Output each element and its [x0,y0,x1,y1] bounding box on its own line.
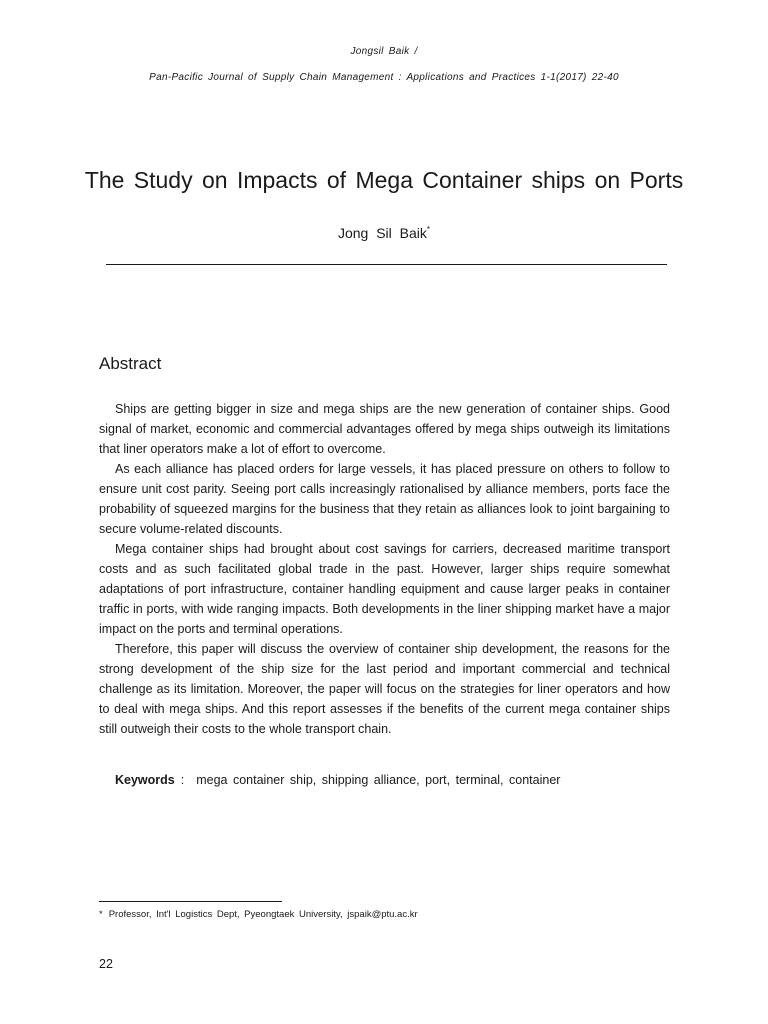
author-line [0,225,768,241]
abstract-paragraph: Ships are getting bigger in size and mega ships are the new generation of container ships. Good signal of market, economic and commercial advantages offered by mega ships outweigh its limitations that liner operators make a lot of effort to overcome. [99,402,670,456]
running-head-author: Jongsil Baik / [350,46,418,57]
abstract-paragraph: Mega container ships had brought about cost savings for carriers, decreased maritime transport costs and as such facilitated global trade in the past. However, larger ships require somewhat adaptations of port infrastructure, container handling equipment and cause larger peaks in container traffic in ports, with wide ranging impacts. Both developments in the liner shipping market have a major impact on the ports and terminal operations. [99,542,670,636]
author-name: Jong Sil Baik [337,225,427,241]
author-footnote-mark: * [426,225,431,234]
title-divider [106,264,667,265]
keywords-label: Keywords [115,773,175,787]
keywords-line [115,773,560,787]
keywords-separator: : [180,773,185,787]
abstract-paragraph: As each alliance has placed orders for large vessels, it has placed pressure on others to follow to ensure unit cost parity. Seeing port calls increasingly rationalised by alliance members, ports face the probability of squeezed margins for the business that they retain as alliances look to joint bargaining to secure volume-related discounts. [99,462,670,536]
footnote-mark: * [99,909,103,920]
footnote-divider [99,901,282,902]
abstract-paragraph: Therefore, this paper will discuss the overview of container ship development, the reasons for the strong development of the ship size for the last period and important commercial and technical challenge as its limitation. Moreover, the paper will focus on the strategies for liner operators and how to deal with mega ships. And this report assesses if the benefits of the current mega container ships still outweigh their costs to the whole transport chain. [99,642,670,736]
page-number: 22 [99,957,113,971]
abstract-heading: Abstract [99,354,162,373]
footnote [99,909,418,920]
running-head-journal: Pan-Pacific Journal of Supply Chain Management : Applications and Practices 1-1(2017) 22-40 [149,72,619,83]
footnote-text: Professor, Int'l Logistics Dept, Pyeongtaek University, jspaik@ptu.ac.kr [108,909,418,920]
paper-title: The Study on Impacts of Mega Container ships on Ports [84,167,684,193]
keywords-text: mega container ship, shipping alliance, port, terminal, container [196,773,561,787]
abstract-body [99,399,670,739]
